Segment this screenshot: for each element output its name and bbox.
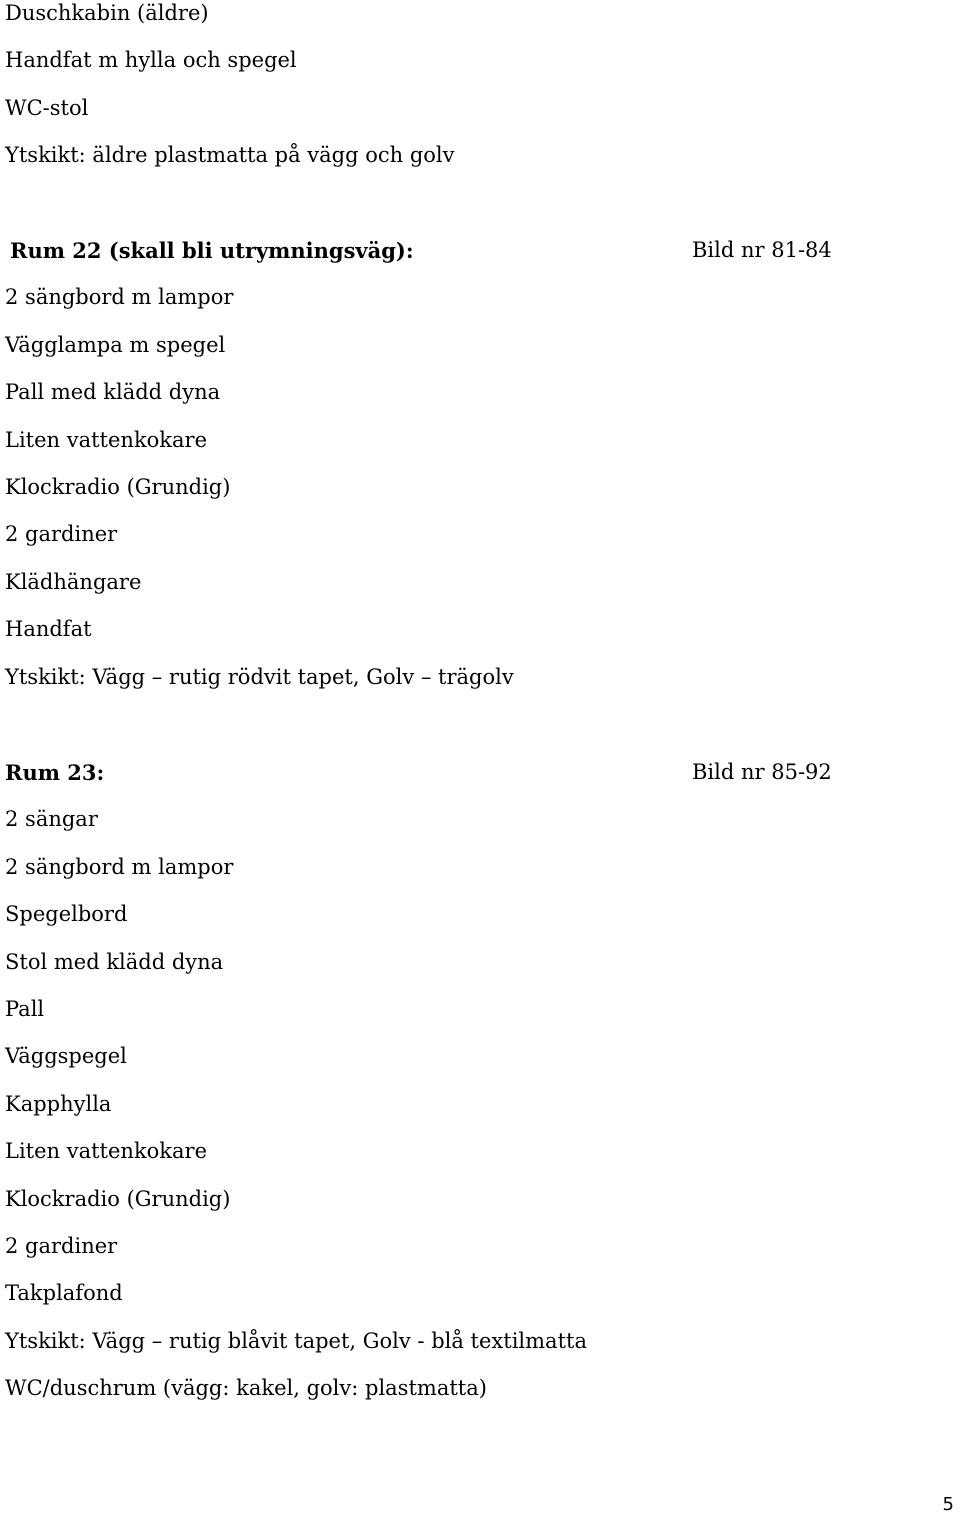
- intro-line: Duschkabin (äldre): [5, 1, 209, 25]
- room-22-item: Pall med klädd dyna: [5, 380, 221, 405]
- intro-line: Handfat m hylla och spegel: [5, 48, 297, 73]
- page-number: 5: [942, 1494, 954, 1515]
- room-22-section: [5, 237, 835, 711]
- room-23-item: Väggspegel: [5, 1044, 127, 1069]
- room-23-item: Liten vattenkokare: [5, 1139, 208, 1164]
- room-22-title: Rum 22 (skall bli utrymningsväg):: [10, 238, 414, 263]
- room-23-item: 2 sängbord m lampor: [5, 854, 234, 879]
- intro-line: Ytskikt: äldre plastmatta på vägg och golv: [5, 143, 455, 168]
- room-22-item: Handfat: [5, 617, 92, 642]
- room-22-surface: Ytskikt: Vägg – rutig rödvit tapet, Golv – trägolv: [5, 664, 514, 689]
- room-23-section: [5, 759, 835, 1422]
- room-22-item: Klockradio (Grundig): [5, 474, 231, 499]
- room-22-item: Klädhängare: [5, 569, 142, 594]
- room-23-item: 2 sängar: [5, 807, 98, 832]
- room-23-item: 2 gardiner: [5, 1233, 118, 1258]
- room-23-item: Takplafond: [5, 1281, 123, 1306]
- room-22-item: 2 gardiner: [5, 522, 118, 547]
- room-23-item: Kapphylla: [5, 1091, 112, 1116]
- room-23-item: Spegelbord: [5, 902, 128, 927]
- room-23-item: Pall: [5, 996, 45, 1021]
- room-23-item: Stol med klädd dyna: [5, 949, 224, 974]
- room-22-item: 2 sängbord m lampor: [5, 285, 234, 310]
- room-23-photos: Bild nr 85-92: [692, 760, 832, 784]
- room-23-item: Klockradio (Grundig): [5, 1186, 231, 1211]
- room-22-heading: [5, 237, 835, 284]
- intro-line: WC-stol: [5, 95, 89, 120]
- room-22-photos: Bild nr 81-84: [692, 238, 832, 262]
- room-22-item: Liten vattenkokare: [5, 427, 208, 452]
- room-23-wc-shower: WC/duschrum (vägg: kakel, golv: plastmatta): [5, 1376, 487, 1401]
- room-23-surface: Ytskikt: Vägg – rutig blåvit tapet, Golv - blå textilmatta: [5, 1328, 587, 1353]
- room-23-heading: [5, 759, 835, 806]
- intro-section: [5, 0, 455, 190]
- room-22-item: Vägglampa m spegel: [5, 332, 226, 357]
- room-23-title: Rum 23:: [5, 760, 105, 785]
